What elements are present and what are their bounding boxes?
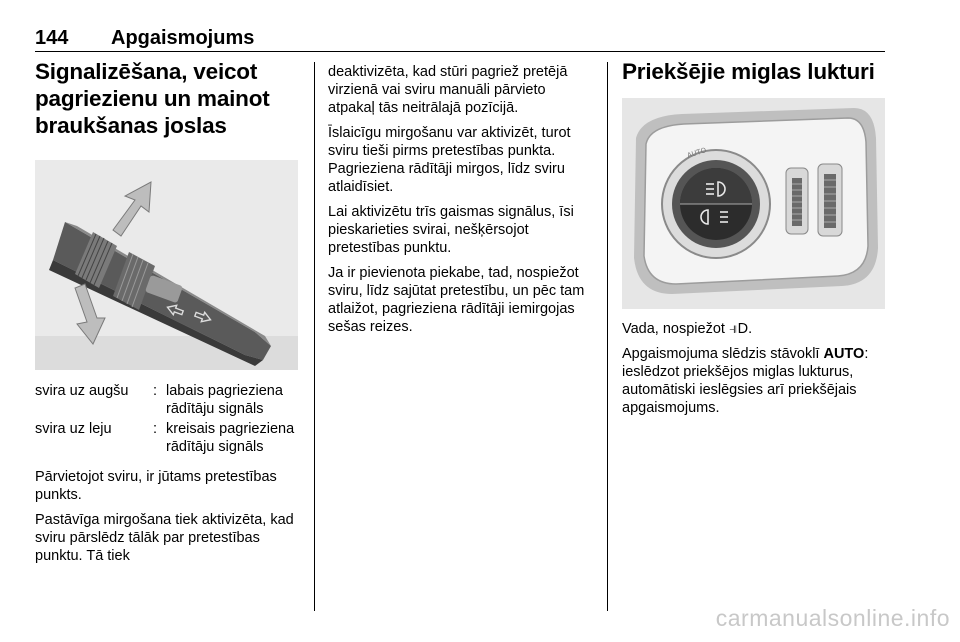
- section-heading-fog-lights: Priekšējie miglas lukturi: [622, 59, 875, 84]
- svg-text:AUTO: AUTO: [686, 146, 708, 160]
- column-divider-2: [607, 62, 608, 611]
- auto-mode-label: AUTO: [823, 346, 865, 362]
- paragraph: [622, 320, 885, 338]
- turn-signal-lever-illustration: [35, 160, 298, 370]
- fog-light-instruction: Vada, nospiežot: [622, 321, 725, 337]
- page-number: 144: [35, 27, 69, 49]
- definition-term: svira uz leju: [35, 421, 112, 437]
- chapter-title: Apgaismojums: [111, 27, 255, 49]
- paragraph: Ja ir pievienota piekabe, tad, nospiežot sviru, līdz sajūtat pretestību, un pēc tam atlaižot, pagrieziena rādītāji iemirgojas sešas reizes.: [328, 265, 585, 335]
- paragraph: Lai aktivizētu trīs gaismas signālus, īsi pieskarieties svirai, nešķērsojot pretestības punktu.: [328, 204, 574, 256]
- paragraph: [622, 345, 885, 417]
- column-3: [622, 58, 885, 424]
- header-rule: [35, 51, 885, 52]
- definition-row-up: [35, 382, 301, 418]
- definition-description: labais pagrieziena rādītāju signāls: [166, 383, 283, 417]
- front-fog-light-symbol: ⫣D.: [728, 321, 753, 337]
- auto-mode-description: : ieslēdzot priekšējos miglas lukturus, automātiski ieslēgsies arī priekšējais apgaismojums.: [622, 346, 869, 416]
- definition-row-down: [35, 420, 301, 456]
- paragraph: deaktivizēta, kad stūri pagriež pretējā virzienā vai sviru manuāli pārvieto atpakaļ tās neitrālajā pozīcijā.: [328, 64, 568, 116]
- section-heading-turn-signals: Signalizēšana, veicot pagriezienu un mainot braukšanas joslas: [35, 59, 270, 138]
- definition-colon: :: [153, 421, 158, 437]
- definition-description: kreisais pagrieziena rādītāju signāls: [166, 421, 295, 455]
- paragraph: Pastāvīga mirgošana tiek aktivizēta, kad sviru pārslēdz tālāk par pretestības punktu. Tā tiek: [35, 512, 294, 564]
- definition-list: [35, 382, 301, 456]
- watermark: carmanualsonline.info: [715, 605, 950, 631]
- column-divider-1: [314, 62, 315, 611]
- column-1: [35, 58, 301, 572]
- auto-mode-lead: Apgaismojuma slēdzis stāvoklī: [622, 346, 820, 362]
- page-header: [35, 27, 885, 51]
- column-2: [328, 63, 594, 343]
- light-switch-panel-illustration: [622, 98, 885, 309]
- definition-term: svira uz augšu: [35, 383, 129, 399]
- paragraph: Pārvietojot sviru, ir jūtams pretestības punkts.: [35, 469, 277, 503]
- definition-colon: :: [153, 383, 158, 399]
- paragraph: Īslaicīgu mirgošanu var aktivizēt, turot sviru tieši pirms pretestības punkta. Pagrieziena rādītāji mirgos, līdz sviru atlaidīsiet.: [328, 125, 571, 195]
